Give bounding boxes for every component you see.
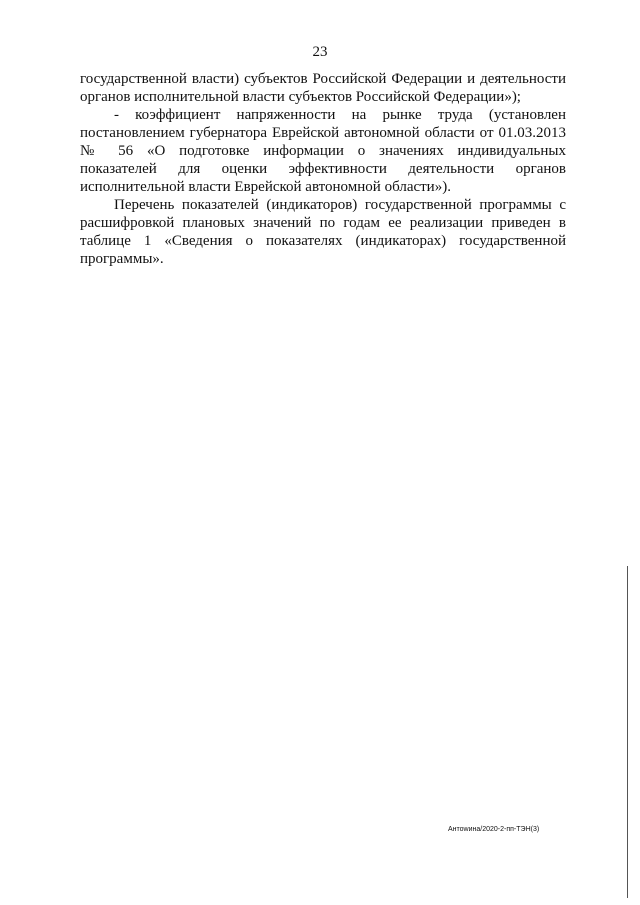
page-edge-line <box>627 566 628 898</box>
document-code: Антоwина/2020-2-пп-ТЭН(3) <box>448 826 540 833</box>
document-body <box>80 70 566 268</box>
paragraph-indicators-list: Перечень показателей (индикаторов) государственной программы с расшифровкой плановых значений по годам ее реализации приведен в таблице 1 «Сведения о показателях (индикаторах) государственной программы». <box>80 197 566 267</box>
paragraph-continuation: государственной власти) субъектов Российской Федерации и деятельности органов исполнительной власти субъектов Российской Федерации»); <box>80 71 566 105</box>
paragraph-labor-market-coefficient: - коэффициент напряженности на рынке труда (установлен постановлением губернатора Еврейской автономной области от 01.03.2013 № 56 «О подготовке информации о значениях индивидуальных показателей для оценки эффективности деятельности органов исполнительной власти Еврейской автономной области»). <box>80 107 566 195</box>
page-number: 23 <box>312 44 328 60</box>
